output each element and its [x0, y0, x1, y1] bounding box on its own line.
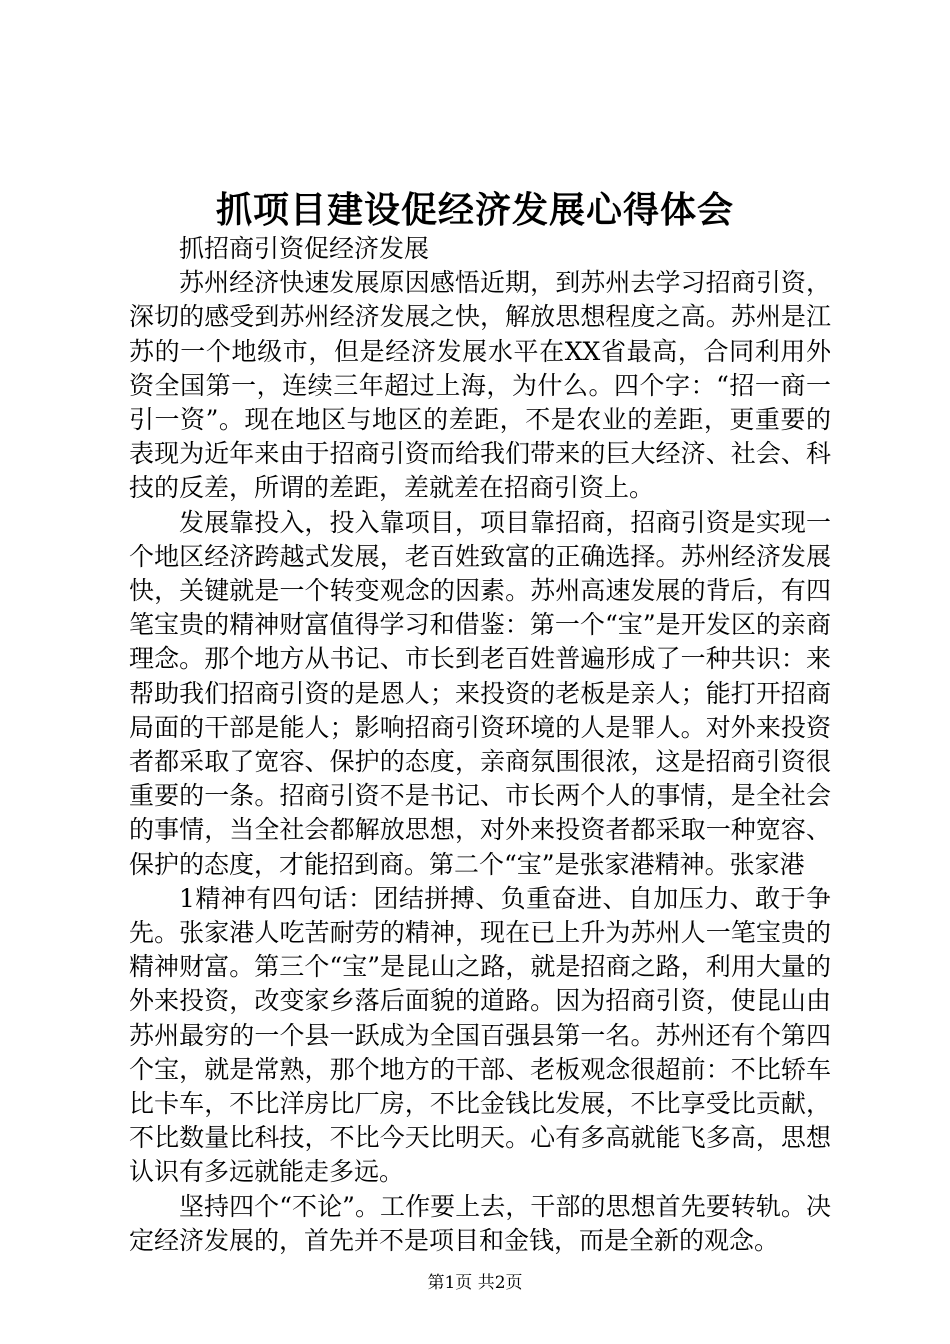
paragraph-3: 1精神有四句话：团结拼搏、负重奋进、自加压力、敢于争先。张家港人吃苦耐劳的精神，现在已上升为苏州人一笔宝贵的精神财富。第三个“宝”是昆山之路，就是招商之路，利用大量的外来投资，改变家乡落后面貌的道路。因为招商引资，使昆山由苏州最穷的一个县一跃成为全国百强县第一名。苏州还有个第四个宝，就是常熟，那个地方的干部、老板观念很超前：不比轿车比卡车，不比洋房比厂房，不比金钱比发展，不比享受比贡献，不比数量比科技，不比今天比明天。心有多高就能飞多高，思想认识有多远就能走多远。: [129, 883, 831, 1187]
page-number-footer: 第1页 共2页: [427, 1273, 523, 1293]
document-body: [129, 232, 831, 1258]
paragraph-subtitle: 抓招商引资促经济发展: [179, 234, 430, 263]
paragraph-4: 坚持四个“不论”。工作要上去，干部的思想首先要转轨。决定经济发展的，首先并不是项目和金钱，而是全新的观念。: [129, 1191, 831, 1255]
paragraph-2: 发展靠投入，投入靠项目，项目靠招商，招商引资是实现一个地区经济跨越式发展，老百姓致富的正确选择。苏州经济发展快，关键就是一个转变观念的因素。苏州高速发展的背后，有四笔宝贵的精神财富值得学习和借鉴：第一个“宝”是开发区的亲商理念。那个地方从书记、市长到老百姓普遍形成了一种共识：来帮助我们招商引资的是恩人；来投资的老板是亲人；能打开招商局面的干部是能人；影响招商引资环境的人是罪人。对外来投资者都采取了宽容、保护的态度，亲商氛围很浓，这是招商引资很重要的一条。招商引资不是书记、市长两个人的事情，是全社会的事情，当全社会都解放思想，对外来投资者都采取一种宽容、保护的态度，才能招到商。第二个“宝”是张家港精神。张家港: [129, 507, 831, 879]
document-title: 抓项目建设促经济发展心得体会: [215, 189, 734, 231]
paragraph-1: 苏州经济快速发展原因感悟近期，到苏州去学习招商引资，深切的感受到苏州经济发展之快，解放思想程度之高。苏州是江苏的一个地级市，但是经济发展水平在XX省最高，合同利用外资全国第一，连续三年超过上海，为什么。四个字：“招一商一引一资”。现在地区与地区的差距，不是农业的差距，更重要的表现为近年来由于招商引资而给我们带来的巨大经济、社会、科技的反差，所谓的差距，差就差在招商引资上。: [129, 268, 831, 503]
